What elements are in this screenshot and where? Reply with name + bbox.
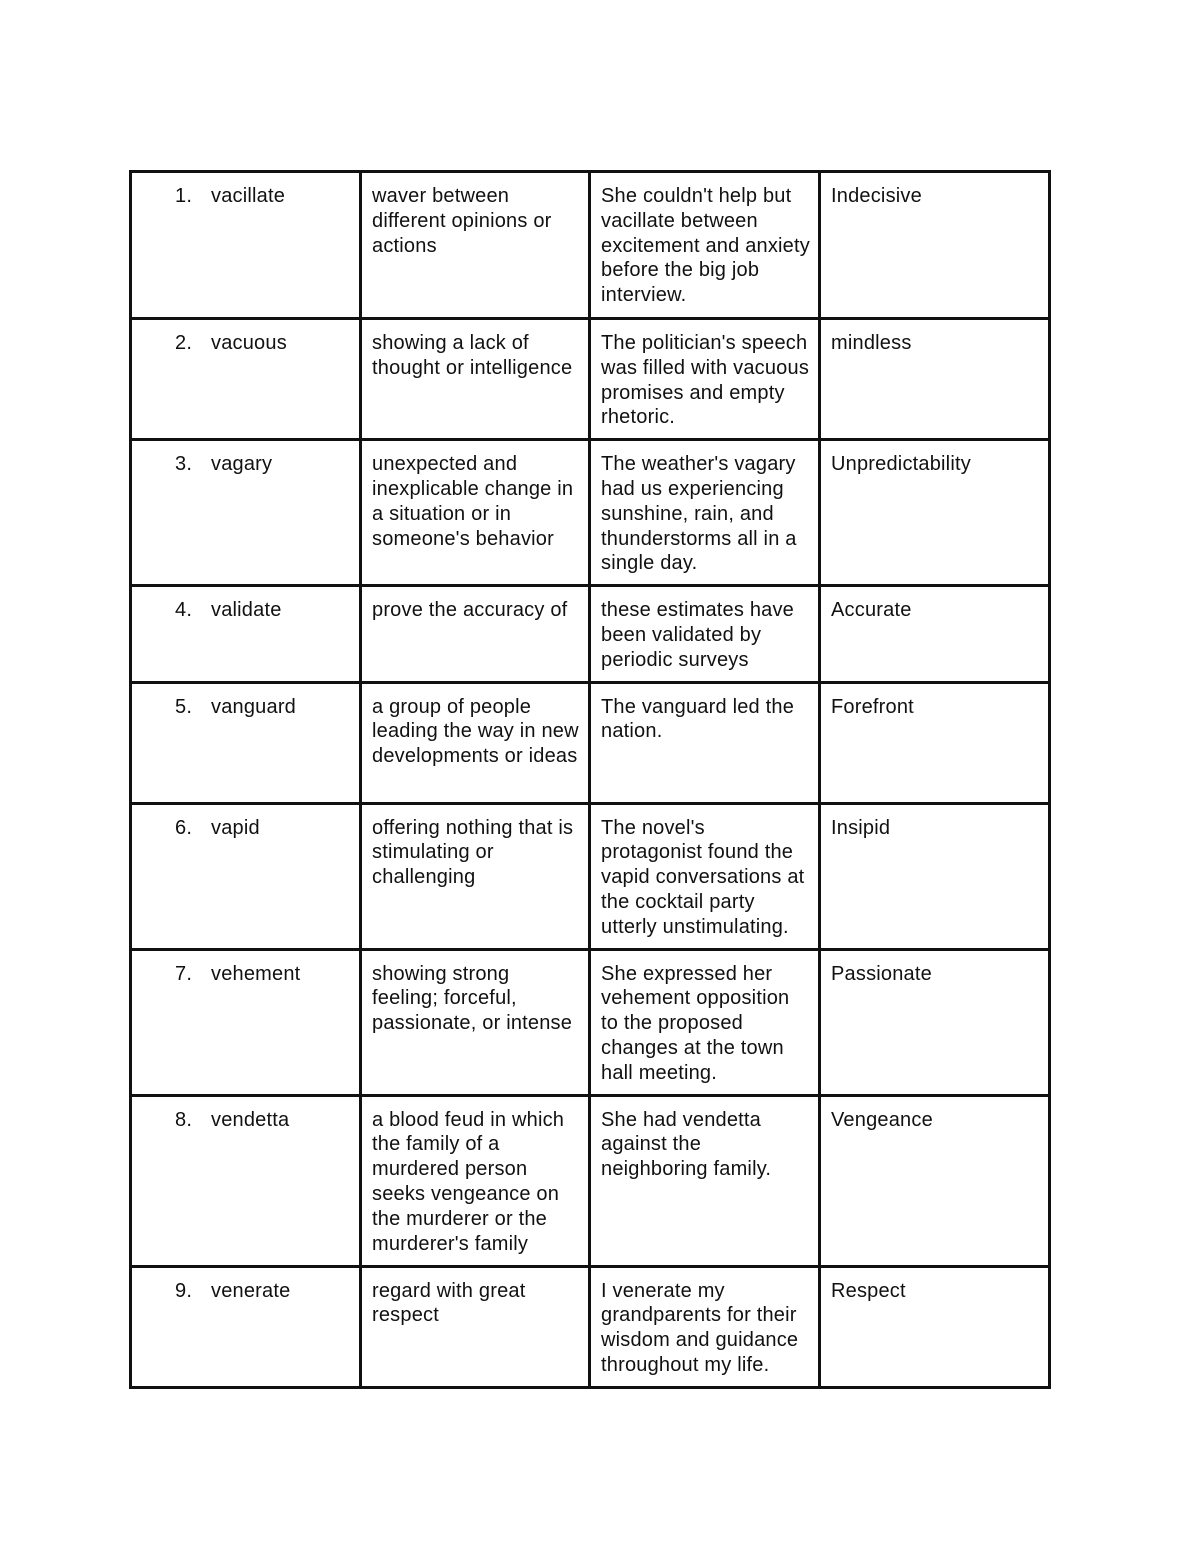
synonym-cell: Respect [820,1266,1050,1387]
table-row [131,319,1050,440]
word-cell [131,1095,361,1266]
vocab-word: vehement [211,962,301,985]
synonym-cell: Indecisive [820,172,1050,319]
example-cell: these estimates have been validated by periodic surveys [590,586,820,682]
item-number: 6. [175,816,193,839]
item-number: 1. [175,185,193,207]
item-number: 4. [175,599,193,622]
vocabulary-table [129,170,1051,1389]
example-cell: The vanguard led the nation. [590,682,820,803]
definition-cell: regard with great respect [361,1266,590,1387]
synonym-cell: Forefront [820,682,1050,803]
table-row [131,172,1050,319]
vocab-word: venerate [211,1279,291,1302]
table-row [131,1266,1050,1387]
table-row [131,682,1050,803]
word-cell [131,440,361,586]
definition-cell: prove the accuracy of [361,586,590,682]
vocab-word: validate [211,599,282,622]
word-cell [131,803,361,949]
definition-cell: waver between different opinions or actions [361,172,590,319]
table-row [131,1095,1050,1266]
synonym-cell: Unpredictability [820,440,1050,586]
item-number: 5. [175,695,193,718]
word-cell [131,172,361,319]
definition-cell: showing a lack of thought or intelligence [361,319,590,440]
word-cell [131,1266,361,1387]
item-number: 7. [175,962,193,985]
synonym-cell: mindless [820,319,1050,440]
vocab-word: vagary [211,453,273,476]
item-number: 8. [175,1108,193,1131]
word-cell [131,586,361,682]
vocab-word: vapid [211,816,260,839]
vocab-word: vanguard [211,695,296,718]
example-cell: She expressed her vehement opposition to the proposed changes at the town hall meeting. [590,949,820,1095]
word-cell [131,682,361,803]
word-cell [131,319,361,440]
table-row [131,586,1050,682]
table-row [131,949,1050,1095]
item-number: 3. [175,453,193,476]
synonym-cell: Vengeance [820,1095,1050,1266]
definition-cell: offering nothing that is stimulating or challenging [361,803,590,949]
example-cell: She couldn't help but vacillate between excitement and anxiety before the big job interview. [590,172,820,319]
example-cell: I venerate my grandparents for their wisdom and guidance throughout my life. [590,1266,820,1387]
example-cell: She had vendetta against the neighboring family. [590,1095,820,1266]
table-row [131,803,1050,949]
vocab-word: vendetta [211,1108,290,1131]
definition-cell: a blood feud in which the family of a murdered person seeks vengeance on the murderer or the murderer's family [361,1095,590,1266]
table-row [131,440,1050,586]
definition-cell: showing strong feeling; forceful, passionate, or intense [361,949,590,1095]
word-cell [131,949,361,1095]
synonym-cell: Accurate [820,586,1050,682]
item-number: 2. [175,332,193,354]
vocab-word: vacillate [211,185,286,207]
example-cell: The politician's speech was filled with vacuous promises and empty rhetoric. [590,319,820,440]
definition-cell: a group of people leading the way in new developments or ideas [361,682,590,803]
definition-cell: unexpected and inexplicable change in a situation or in someone's behavior [361,440,590,586]
synonym-cell: Passionate [820,949,1050,1095]
example-cell: The weather's vagary had us experiencing sunshine, rain, and thunderstorms all in a single day. [590,440,820,586]
example-cell: The novel's protagonist found the vapid conversations at the cocktail party utterly unstimulating. [590,803,820,949]
item-number: 9. [175,1279,193,1302]
vocab-word: vacuous [211,332,287,354]
synonym-cell: Insipid [820,803,1050,949]
